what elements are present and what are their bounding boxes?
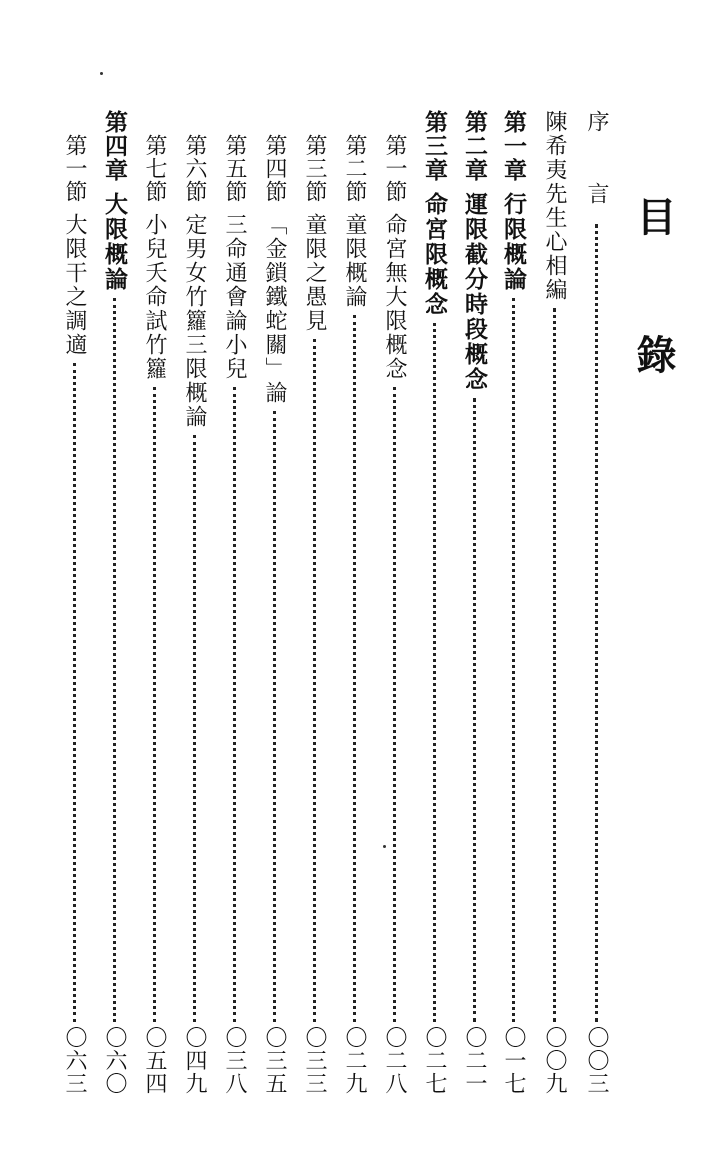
toc-entry-heading: 第一章 — [500, 110, 526, 182]
toc-entry-page: 〇一七 — [501, 1026, 526, 1095]
toc-entry-heading: 第四節 — [262, 134, 287, 203]
toc-entry-page: 〇〇九 — [542, 1026, 567, 1095]
toc-entry-title: 行限概論 — [500, 192, 526, 292]
toc-entry-title: 大限干之調適 — [62, 213, 87, 357]
toc-entry-xinxiang[interactable] — [538, 110, 570, 1095]
toc-entry-page: 〇三三 — [302, 1026, 327, 1095]
toc-entry-title: 命宮限概念 — [421, 192, 447, 317]
toc-entry-chapter-3[interactable] — [418, 110, 450, 1095]
toc-entry-heading: 第三章 — [421, 110, 447, 182]
toc-entry-heading: 第四章 — [101, 110, 127, 182]
toc-entry-title: 運限截分時段概念 — [461, 192, 487, 392]
toc-entry-ch3-section-5[interactable] — [218, 110, 250, 1095]
toc-entry-chapter-4[interactable] — [98, 110, 130, 1095]
toc-entry-ch3-section-3[interactable] — [298, 110, 330, 1095]
toc-entry-preface[interactable] — [580, 110, 612, 1095]
toc-entry-ch3-section-1[interactable] — [378, 110, 410, 1095]
leader-dots — [73, 363, 76, 1022]
leader-dots — [595, 224, 598, 1022]
toc-entry-title: 大限概論 — [101, 192, 127, 292]
toc-entry-title: 三命通會論小兒 — [222, 213, 247, 381]
toc-entry-ch3-section-7[interactable] — [138, 110, 170, 1095]
leader-dots — [193, 435, 196, 1022]
toc-entry-page: 〇五四 — [142, 1026, 167, 1095]
toc-entry-page: 〇二一 — [462, 1026, 487, 1095]
toc-entry-heading: 第三節 — [302, 134, 327, 203]
toc-entry-title: 陳希夷先生心相編 — [542, 110, 567, 302]
toc-entry-title: 小兒夭命試竹籮 — [142, 213, 167, 381]
leader-dots — [473, 398, 476, 1022]
toc-entry-heading: 第六節 — [182, 134, 207, 203]
scan-speck — [383, 845, 386, 848]
toc-entry-ch3-section-6[interactable] — [178, 110, 210, 1095]
leader-dots — [113, 298, 116, 1022]
toc-entry-heading: 序 言 — [584, 110, 609, 218]
toc-entry-heading: 第二節 — [342, 134, 367, 203]
toc-entry-ch3-section-2[interactable] — [338, 110, 370, 1095]
toc-entry-page: 〇六〇 — [102, 1026, 127, 1095]
toc-entry-heading: 第五節 — [222, 134, 247, 203]
leader-dots — [433, 323, 436, 1022]
toc-entry-page: 〇四九 — [182, 1026, 207, 1095]
toc-entry-heading: 第一節 — [62, 134, 87, 203]
scan-speck — [100, 72, 103, 75]
toc-entry-chapter-2[interactable] — [458, 110, 490, 1095]
toc-entry-page: 〇二七 — [422, 1026, 447, 1095]
toc-entry-page: 〇〇三 — [584, 1026, 609, 1095]
toc-entry-title: 命宮無大限概念 — [382, 213, 407, 381]
leader-dots — [553, 308, 556, 1022]
toc-entry-heading: 第七節 — [142, 134, 167, 203]
toc-entry-chapter-1[interactable] — [497, 110, 529, 1095]
toc-entry-title: 童限之愚見 — [302, 213, 327, 333]
toc-entry-ch3-section-4[interactable] — [258, 110, 290, 1095]
leader-dots — [353, 315, 356, 1022]
toc-entry-page: 〇三五 — [262, 1026, 287, 1095]
page-title: 目 錄 — [630, 196, 676, 416]
toc-entry-ch4-section-1[interactable] — [58, 110, 90, 1095]
leader-dots — [512, 298, 515, 1022]
toc-entry-title: 定男女竹籮三限概論 — [182, 213, 207, 429]
leader-dots — [233, 387, 236, 1022]
toc-entry-heading: 第二章 — [461, 110, 487, 182]
toc-entry-heading: 第一節 — [382, 134, 407, 203]
toc-entry-page: 〇二九 — [342, 1026, 367, 1095]
toc-entry-title: 「金鎖鐵蛇關」論 — [262, 213, 287, 405]
toc-entry-title: 童限概論 — [342, 213, 367, 309]
toc-entry-page: 〇三八 — [222, 1026, 247, 1095]
leader-dots — [273, 411, 276, 1022]
leader-dots — [393, 387, 396, 1022]
toc-entry-page: 〇二八 — [382, 1026, 407, 1095]
leader-dots — [153, 387, 156, 1022]
toc-entry-page: 〇六三 — [62, 1026, 87, 1095]
leader-dots — [313, 339, 316, 1022]
